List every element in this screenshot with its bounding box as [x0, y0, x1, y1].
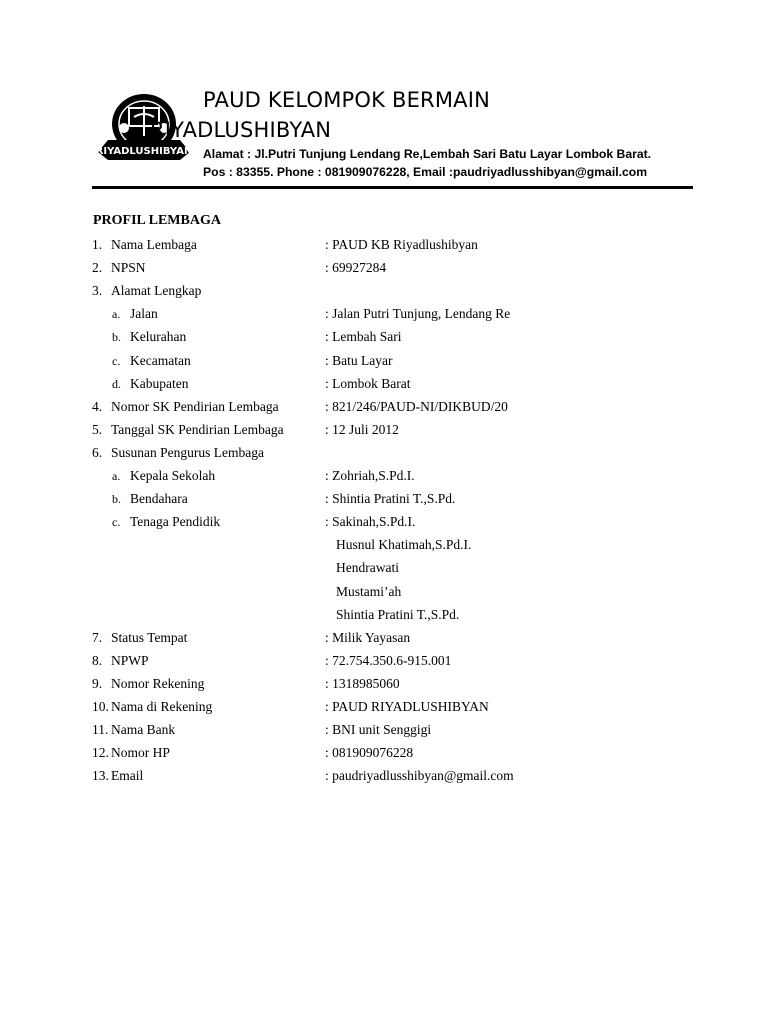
- address-line: Alamat : Jl.Putri Tunjung Lendang Re,Lembah Sari Batu Layar Lombok Barat.: [203, 147, 652, 161]
- row-label: Bendahara: [130, 491, 188, 507]
- row-value: : Sakinah,S.Pd.I.: [325, 514, 416, 530]
- row-label: Nomor SK Pendirian Lembaga: [111, 398, 279, 414]
- row-label: Jalan: [130, 306, 158, 322]
- row-number: 1.: [92, 237, 103, 252]
- row-label: NPWP: [111, 652, 149, 668]
- row-label: NPSN: [111, 260, 146, 276]
- row-label: Susunan Pengurus Lembaga: [111, 444, 264, 460]
- row-value: : 821/246/PAUD-NI/DIKBUD/20: [325, 398, 508, 414]
- row-value: Mustami’ah: [336, 583, 402, 599]
- row-value: : PAUD RIYADLUSHIBYAN: [325, 699, 489, 714]
- row-number: a.: [112, 307, 121, 322]
- row-value: : 72.754.350.6-915.001: [325, 652, 452, 668]
- row-label: Tenaga Pendidik: [130, 514, 221, 530]
- row-label: Nomor HP: [111, 745, 170, 761]
- row-value: : Shintia Pratini T.,S.Pd.: [325, 491, 456, 507]
- row-number: a.: [112, 469, 121, 483]
- institution-title-line2: RIYADLUSHIBYAN: [150, 118, 332, 142]
- row-number: 12.: [92, 745, 109, 761]
- row-number: 13.: [92, 768, 109, 784]
- row-label: Kepala Sekolah: [130, 468, 216, 483]
- row-label: Kecamatan: [130, 352, 191, 368]
- row-label: Tanggal SK Pendirian Lembaga: [111, 421, 284, 437]
- row-number: d.: [112, 376, 121, 391]
- row-number: b.: [112, 330, 121, 345]
- section-title: PROFIL LEMBAGA: [93, 213, 221, 228]
- row-number: 5.: [92, 421, 103, 437]
- row-value: Husnul Khatimah,S.Pd.I.: [336, 537, 472, 553]
- row-value: : PAUD KB Riyadlushibyan: [325, 237, 478, 252]
- row-value: : 081909076228: [325, 745, 414, 761]
- institution-title-line1: PAUD KELOMPOK BERMAIN: [203, 88, 491, 112]
- row-value: : 1318985060: [325, 675, 400, 691]
- row-number: 4.: [92, 398, 103, 414]
- row-label: Kelurahan: [130, 329, 187, 345]
- row-value: : Batu Layar: [325, 352, 393, 368]
- row-value: : Milik Yayasan: [325, 629, 411, 645]
- row-label: Nama Lembaga: [111, 237, 197, 252]
- row-number: 7.: [92, 629, 103, 645]
- row-number: 2.: [92, 260, 103, 276]
- row-value: : 12 Juli 2012: [325, 421, 399, 437]
- row-value: : Lembah Sari: [325, 329, 402, 345]
- row-value: : BNI unit Senggigi: [325, 722, 432, 738]
- row-label: Nomor Rekening: [111, 675, 205, 691]
- logo-lettering: RIYADLUSHIBYAN: [95, 146, 193, 157]
- row-number: 8.: [92, 652, 103, 668]
- row-value: Hendrawati: [336, 560, 399, 576]
- row-label: Alamat Lengkap: [111, 283, 202, 299]
- row-label: Status Tempat: [111, 629, 188, 645]
- contact-line: Pos : 83355. Phone : 081909076228, Email :paudriyadlusshibyan@gmail.com: [203, 165, 648, 179]
- header-divider: [92, 186, 693, 189]
- row-value: : Zohriah,S.Pd.I.: [325, 468, 415, 483]
- row-number: b.: [112, 492, 121, 507]
- row-value: : Jalan Putri Tunjung, Lendang Re: [325, 306, 511, 322]
- row-number: c.: [112, 353, 121, 368]
- row-value: Shintia Pratini T.,S.Pd.: [336, 606, 460, 622]
- row-number: 11.: [92, 722, 109, 738]
- row-label: Email: [111, 768, 144, 784]
- row-number: c.: [112, 515, 121, 530]
- row-value: : 69927284: [325, 260, 387, 276]
- row-number: 9.: [92, 675, 103, 691]
- row-value: : paudriyadlusshibyan@gmail.com: [325, 768, 514, 784]
- row-label: Nama di Rekening: [111, 699, 213, 714]
- row-number: 10.: [92, 699, 109, 714]
- row-label: Nama Bank: [111, 722, 176, 738]
- row-number: 3.: [92, 283, 103, 299]
- row-value: : Lombok Barat: [325, 375, 411, 391]
- row-label: Kabupaten: [130, 375, 189, 391]
- row-number: 6.: [92, 444, 103, 460]
